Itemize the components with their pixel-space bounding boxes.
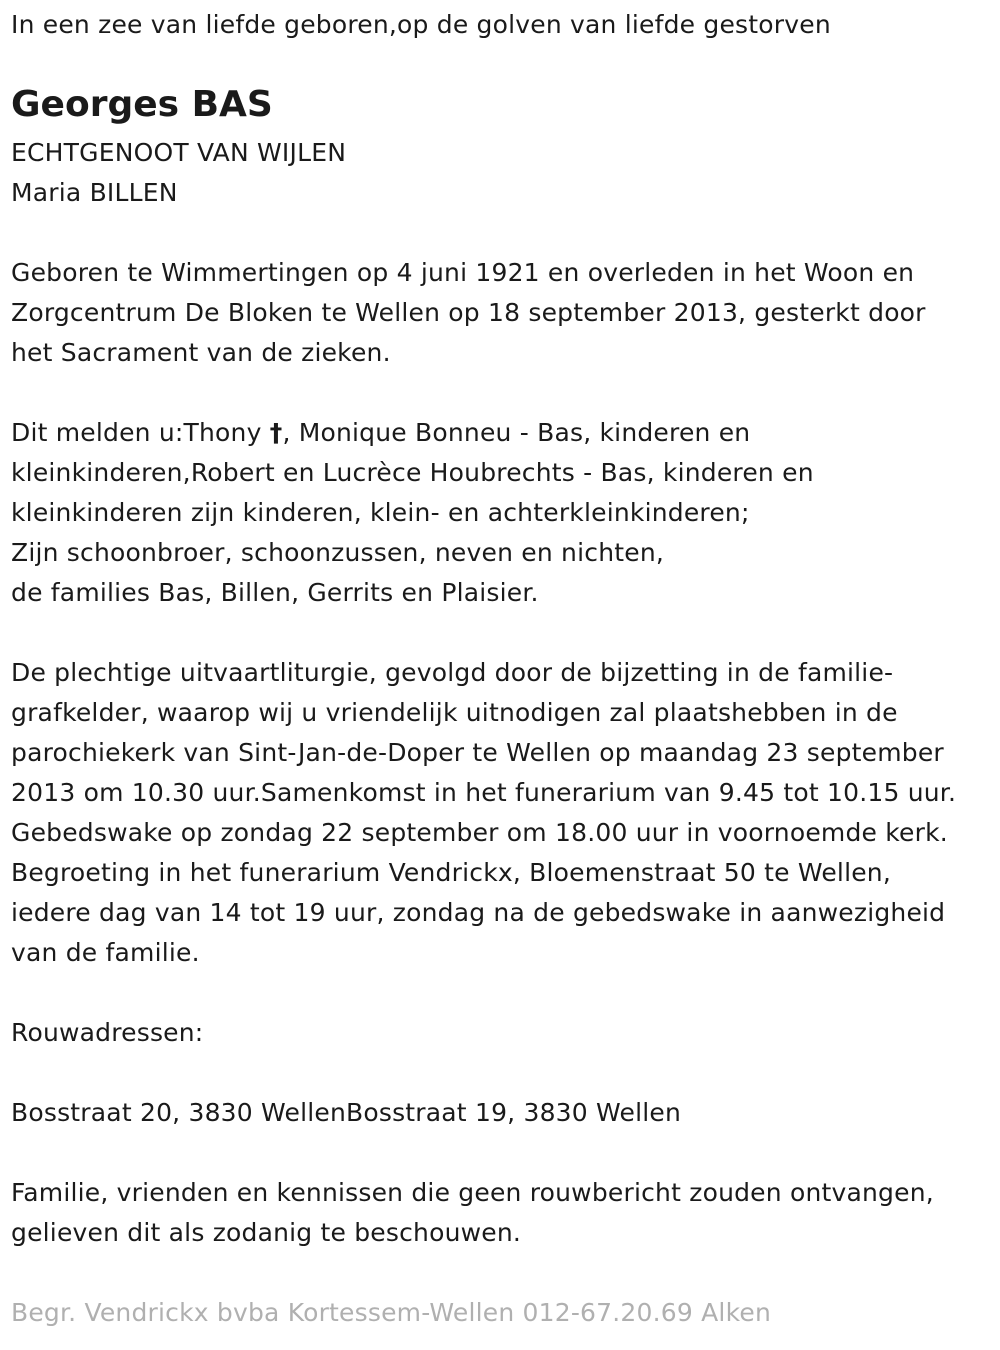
announcement-text: Dit melden u:Thony bbox=[11, 418, 270, 447]
family-note-line: gelieven dit als zodanig te beschouwen. bbox=[11, 1218, 522, 1247]
rouwadressen-label: Rouwadressen: bbox=[11, 1018, 204, 1047]
spouse-name: Maria BILLEN bbox=[11, 178, 178, 207]
cross-icon: † bbox=[269, 418, 283, 447]
funeral-line: van de familie. bbox=[11, 938, 200, 967]
rouwadressen-addresses: Bosstraat 20, 3830 WellenBosstraat 19, 3830 Wellen bbox=[11, 1098, 681, 1127]
funeral-line: Gebedswake op zondag 22 september om 18.00 uur in voornoemde kerk. bbox=[11, 818, 948, 847]
funeral-line: De plechtige uitvaartliturgie, gevolgd door de bijzetting in de familie- bbox=[11, 658, 894, 687]
funeral-line: 2013 om 10.30 uur.Samenkomst in het funerarium van 9.45 tot 10.15 uur. bbox=[11, 778, 957, 807]
announcement-line: kleinkinderen,Robert en Lucrèce Houbrechts - Bas, kinderen en bbox=[11, 458, 814, 487]
announcement-line: kleinkinderen zijn kinderen, klein- en achterkleinkinderen; bbox=[11, 498, 750, 527]
spouse-block bbox=[11, 133, 346, 213]
funeral-line: iedere dag van 14 tot 19 uur, zondag na de gebedswake in aanwezigheid bbox=[11, 898, 946, 927]
family-note-paragraph bbox=[11, 1173, 934, 1253]
funeral-line: Begroeting in het funerarium Vendrickx, Bloemenstraat 50 te Wellen, bbox=[11, 858, 891, 887]
funeral-line: grafkelder, waarop wij u vriendelijk uitnodigen zal plaatshebben in de bbox=[11, 698, 898, 727]
deceased-name: Georges BAS bbox=[11, 84, 273, 125]
announcement-text: , Monique Bonneu - Bas, kinderen en bbox=[282, 418, 751, 447]
spouse-title: ECHTGENOOT VAN WIJLEN bbox=[11, 138, 347, 167]
birth-death-line: Geboren te Wimmertingen op 4 juni 1921 en overleden in het Woon en bbox=[11, 258, 915, 287]
announcement-line: Zijn schoonbroer, schoonzussen, neven en nichten, bbox=[11, 538, 665, 567]
family-note-line: Familie, vrienden en kennissen die geen rouwbericht zouden ontvangen, bbox=[11, 1178, 934, 1207]
announcement-line: de families Bas, Billen, Gerrits en Plaisier. bbox=[11, 578, 539, 607]
funeral-paragraph bbox=[11, 653, 956, 973]
birth-death-line: Zorgcentrum De Bloken te Wellen op 18 september 2013, gesterkt door bbox=[11, 298, 926, 327]
funeral-line: parochiekerk van Sint-Jan-de-Doper te Wellen op maandag 23 september bbox=[11, 738, 944, 767]
birth-death-paragraph bbox=[11, 253, 926, 373]
announcement-line bbox=[11, 413, 814, 453]
birth-death-line: het Sacrament van de zieken. bbox=[11, 338, 391, 367]
announcement-paragraph bbox=[11, 413, 814, 613]
undertaker-footer: Begr. Vendrickx bvba Kortessem-Wellen 012-67.20.69 Alken bbox=[11, 1298, 771, 1327]
motto: In een zee van liefde geboren,op de golven van liefde gestorven bbox=[11, 10, 831, 39]
